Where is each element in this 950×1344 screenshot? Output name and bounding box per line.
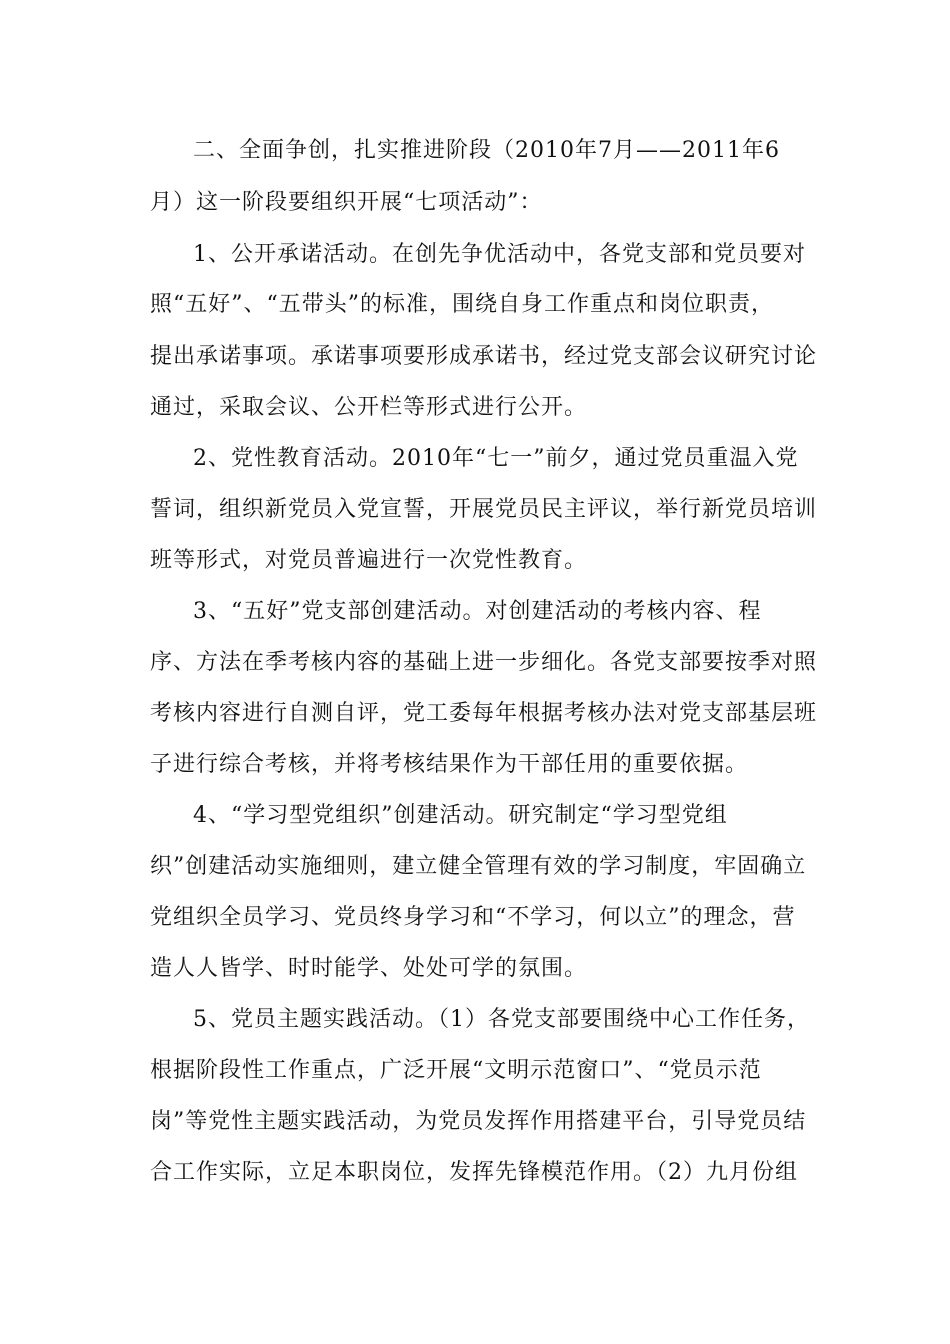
text-line: 考核内容进行自测自评，党工委每年根据考核办法对党支部基层班 [150,701,818,726]
text-line: 2、党性教育活动。2010年“七一”前夕，通过党员重温入党 [193,446,799,471]
text-line: 提出承诺事项。承诺事项要形成承诺书，经过党支部会议研究讨论 [150,344,818,369]
text-line: 岗”等党性主题实践活动，为党员发挥作用搭建平台，引导党员结 [150,1109,807,1134]
text-line: 二、全面争创，扎实推进阶段（2010年7月——2011年6 [193,138,780,163]
text-line: 4、“学习型党组织”创建活动。研究制定“学习型党组 [193,803,728,828]
text-line: 班等形式，对党员普遍进行一次党性教育。 [150,548,588,573]
text-line: 织”创建活动实施细则，建立健全管理有效的学习制度，牢固确立 [150,854,807,879]
text-line: 5、党员主题实践活动。（1）各党支部要围绕中心工作任务， [193,1007,810,1032]
text-line: 根据阶段性工作重点，广泛开展“文明示范窗口”、“党员示范 [150,1058,762,1083]
text-line: 造人人皆学、时时能学、处处可学的氛围。 [150,956,588,981]
text-line: 子进行综合考核，并将考核结果作为干部任用的重要依据。 [150,752,749,777]
text-line: 合工作实际，立足本职岗位，发挥先锋模范作用。（2）九月份组 [150,1160,798,1185]
text-line: 党组织全员学习、党员终身学习和“不学习，何以立”的理念，营 [150,905,796,930]
text-line: 誓词，组织新党员入党宣誓，开展党员民主评议，举行新党员培训 [150,497,818,522]
text-line: 月）这一阶段要组织开展“七项活动”： [150,190,543,215]
text-line: 1、公开承诺活动。在创先争优活动中，各党支部和党员要对 [193,242,806,267]
text-line: 3、“五好”党支部创建活动。对创建活动的考核内容、程 [193,599,762,624]
text-line: 通过，采取会议、公开栏等形式进行公开。 [150,395,588,420]
text-line: 照“五好”、“五带头”的标准，围绕自身工作重点和岗位职责， [150,292,774,317]
text-line: 序、方法在季考核内容的基础上进一步细化。各党支部要按季对照 [150,650,818,675]
